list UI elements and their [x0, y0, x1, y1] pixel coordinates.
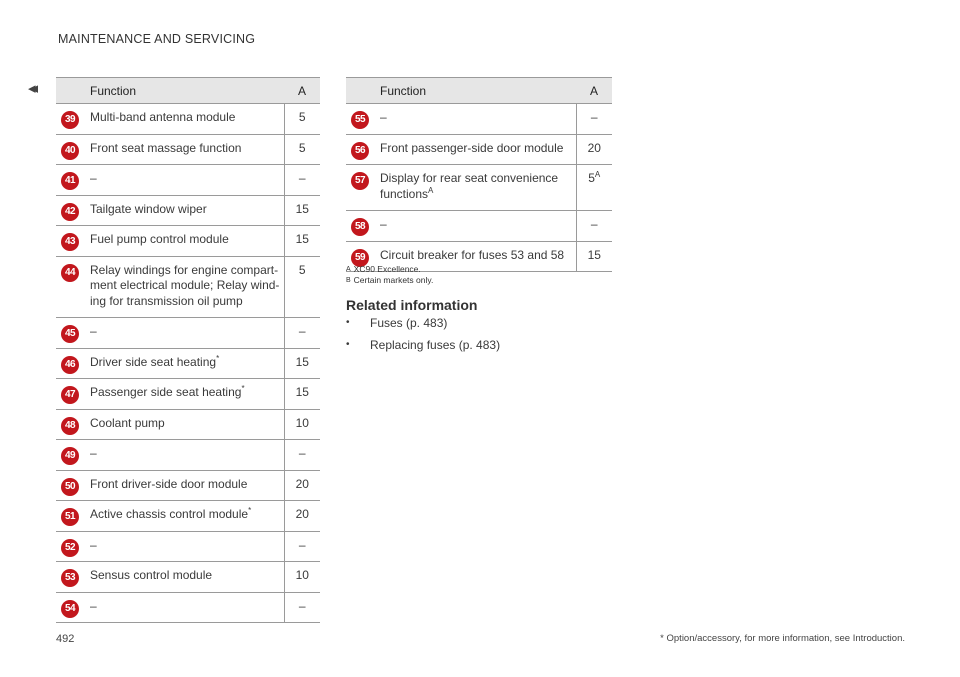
fuse-number-badge: 59 [351, 249, 369, 267]
amps-column-header: A [284, 78, 320, 104]
fuse-amperage-value: – [590, 110, 598, 124]
table-row [346, 104, 612, 135]
fuse-amperage-value: – [298, 598, 306, 613]
footnote [346, 264, 433, 275]
bullet-icon: • [346, 339, 350, 350]
fuse-amperage-value: 15 [587, 247, 601, 262]
function-column-header: Function [374, 78, 576, 104]
fuse-number-badge: 39 [61, 111, 79, 129]
fuse-number-cell [56, 134, 84, 165]
fuse-amperage-cell [284, 256, 320, 318]
fuse-function-text: Passenger side seat heating [90, 385, 242, 399]
fuse-number-badge: 47 [61, 386, 79, 404]
footnote-text: Certain markets only. [353, 275, 434, 285]
table-row [56, 501, 320, 532]
fuse-number-badge: 46 [61, 356, 79, 374]
fuse-function-text: – [90, 446, 97, 460]
fuse-function-text: Fuel pump control module [90, 232, 229, 246]
fuse-number-cell [56, 531, 84, 562]
fuse-number-badge: 50 [61, 478, 79, 496]
fuse-number-cell [56, 256, 84, 318]
footnote-marker: A [346, 266, 351, 273]
fuse-amperage-cell [576, 211, 612, 242]
fuse-number-cell [56, 440, 84, 471]
fuse-function-text: – [380, 217, 387, 231]
fuse-amperage-cell [284, 440, 320, 471]
fuse-number-cell [346, 165, 374, 211]
table-row [56, 562, 320, 593]
fuse-function-cell [84, 470, 284, 501]
footnote-reference: A [428, 185, 434, 195]
fuse-number-cell [56, 409, 84, 440]
table-row [346, 134, 612, 165]
fuse-function-text: Front driver-side door module [90, 476, 248, 491]
fuse-function-cell [84, 226, 284, 257]
table-row [56, 195, 320, 226]
fuse-number-cell [56, 348, 84, 379]
table-header-row [346, 78, 612, 104]
fuse-function-text: – [90, 537, 97, 552]
page-header-title: MAINTENANCE AND SERVICING [58, 32, 256, 46]
fuse-amperage-value: 10 [295, 568, 309, 582]
fuse-function-text: Display for rear seat convenience functions [380, 171, 559, 201]
fuse-amperage-cell [284, 165, 320, 196]
fuse-amperage-value: 15 [295, 232, 309, 246]
fuse-amperage-cell [284, 104, 320, 135]
fuse-amperage-cell [284, 562, 320, 593]
fuse-number-cell [56, 226, 84, 257]
fuse-number-badge: 58 [351, 218, 369, 236]
fuse-function-cell [84, 592, 284, 623]
fuse-amperage-cell [284, 379, 320, 410]
fuse-amperage-cell [284, 226, 320, 257]
table-row [56, 592, 320, 623]
fuse-function-cell [84, 318, 284, 349]
fuse-number-badge: 42 [61, 203, 79, 221]
fuse-number-cell [346, 134, 374, 165]
fuse-function-text: Circuit breaker for fuses 53 and 58 [380, 247, 565, 262]
option-asterisk: * [216, 353, 220, 363]
amps-column-header: A [576, 78, 612, 104]
table-row [56, 440, 320, 471]
table-row [56, 470, 320, 501]
table-row [56, 256, 320, 318]
table-row [56, 409, 320, 440]
fuse-number-cell [56, 470, 84, 501]
fuse-function-cell [374, 165, 576, 211]
fuse-function-cell [84, 562, 284, 593]
fuse-number-cell [346, 104, 374, 135]
fuse-number-cell [56, 562, 84, 593]
fuse-amperage-cell [576, 241, 612, 272]
fuse-number-badge: 49 [61, 447, 79, 465]
fuse-function-text: Active chassis control module [90, 507, 249, 521]
fuse-function-text: Relay windings for engine compart-ment electrical module; Relay wind-ing for transmission oil pump [90, 262, 280, 308]
fuse-function-cell [374, 134, 576, 165]
related-information-list [346, 316, 500, 360]
fuse-table-right-body [346, 104, 612, 272]
badge-column-header [56, 78, 84, 104]
fuse-function-text: Coolant pump [90, 415, 165, 430]
fuse-function-cell [84, 531, 284, 562]
fuse-amperage-value: – [298, 171, 306, 185]
table-row [346, 211, 612, 242]
footnote-marker: B [346, 277, 351, 284]
related-link-label[interactable]: Fuses (p. 483) [370, 316, 448, 330]
fuse-number-badge: 52 [61, 539, 79, 557]
table-row [56, 379, 320, 410]
fuse-function-cell [84, 256, 284, 318]
related-link-replacing-fuses[interactable] [346, 338, 500, 360]
fuse-amperage-value: 15 [295, 201, 309, 216]
fuse-function-cell [84, 165, 284, 196]
fuse-amperage-cell [576, 165, 612, 211]
fuse-amperage-cell [284, 501, 320, 532]
badge-column-header [346, 78, 374, 104]
fuse-amperage-cell [284, 134, 320, 165]
fuse-number-badge: 48 [61, 417, 79, 435]
fuse-amperage-cell [284, 409, 320, 440]
fuse-amperage-cell [284, 318, 320, 349]
fuse-table-right [346, 77, 612, 272]
fuse-function-text: Multi-band antenna module [90, 110, 236, 124]
table-row [56, 318, 320, 349]
fuse-function-cell [84, 440, 284, 471]
fuse-amperage-value: – [298, 537, 306, 552]
fuse-table-left [56, 77, 320, 623]
fuse-function-cell [374, 211, 576, 242]
page-number: 492 [56, 633, 75, 645]
fuse-amperage-value: 20 [587, 140, 601, 155]
fuse-function-text: Front seat massage function [90, 140, 242, 155]
table-row [56, 531, 320, 562]
fuse-amperage-value: 20 [295, 476, 309, 491]
fuse-amperage-cell [284, 470, 320, 501]
fuse-amperage-value: 20 [295, 507, 309, 521]
fuse-number-cell [56, 165, 84, 196]
related-information-heading: Related information [346, 297, 478, 313]
fuse-function-cell [84, 379, 284, 410]
fuse-amperage-value: – [590, 217, 598, 231]
fuse-number-badge: 56 [351, 142, 369, 160]
fuse-function-cell [84, 195, 284, 226]
fuse-function-text: – [90, 324, 97, 338]
fuse-table-left-body [56, 104, 320, 623]
footnote [346, 275, 433, 286]
fuse-function-cell [84, 104, 284, 135]
fuse-function-cell [374, 104, 576, 135]
fuse-amperage-cell [576, 104, 612, 135]
fuse-function-cell [84, 501, 284, 532]
fuse-function-cell [84, 348, 284, 379]
fuse-amperage-value: 5 [298, 110, 306, 124]
fuse-number-cell [56, 104, 84, 135]
fuse-amperage-cell [284, 592, 320, 623]
fuse-amperage-value: – [298, 324, 306, 338]
table-row [56, 226, 320, 257]
fuse-function-text: – [90, 598, 97, 613]
fuse-number-badge: 55 [351, 111, 369, 129]
back-arrows-icon[interactable]: ◂◂ [28, 80, 34, 97]
fuse-function-text: – [90, 171, 97, 185]
fuse-number-badge: 44 [61, 264, 79, 282]
fuse-function-text: Driver side seat heating [90, 354, 217, 369]
fuse-number-badge: 45 [61, 325, 79, 343]
footer-note: * Option/accessory, for more information, see Introduction. [660, 633, 905, 644]
fuse-function-text: Front passenger-side door module [380, 140, 564, 155]
fuse-amperage-cell [284, 195, 320, 226]
fuse-function-text: – [380, 110, 387, 124]
table-header-row [56, 78, 320, 104]
fuse-number-cell [56, 501, 84, 532]
fuse-number-cell [346, 211, 374, 242]
option-asterisk: * [241, 384, 245, 393]
fuse-function-cell [84, 134, 284, 165]
footnotes [346, 264, 433, 286]
fuse-number-badge: 43 [61, 233, 79, 251]
fuse-number-badge: 54 [61, 600, 79, 618]
fuse-number-badge: 51 [61, 508, 79, 526]
fuse-number-cell [56, 592, 84, 623]
fuse-number-badge: 40 [61, 142, 79, 160]
footnote-reference: A [594, 170, 601, 179]
fuse-function-text: Tailgate window wiper [90, 201, 207, 216]
fuse-amperage-value: – [298, 446, 306, 460]
related-link-fuses[interactable] [346, 316, 500, 338]
fuse-number-badge: 57 [351, 172, 369, 190]
table-row [56, 134, 320, 165]
function-column-header: Function [84, 78, 284, 104]
fuse-amperage-value: 10 [295, 415, 309, 430]
fuse-amperage-value: 15 [295, 354, 309, 369]
fuse-amperage-value: 5 [298, 140, 306, 155]
fuse-function-text: Sensus control module [90, 568, 213, 582]
footnote-text: XC90 Excellence. [353, 264, 421, 274]
fuse-number-cell [56, 318, 84, 349]
fuse-amperage-value: 15 [295, 385, 309, 399]
table-row [56, 165, 320, 196]
fuse-amperage-value: 5 [298, 262, 306, 277]
related-link-label[interactable]: Replacing fuses (p. 483) [370, 338, 501, 352]
fuse-number-cell [56, 379, 84, 410]
fuse-amperage-cell [284, 348, 320, 379]
fuse-amperage-value: 5 [588, 171, 595, 185]
fuse-number-badge: 53 [61, 569, 79, 587]
fuse-number-badge: 41 [61, 172, 79, 190]
option-asterisk: * [248, 506, 252, 515]
table-row [56, 104, 320, 135]
fuse-amperage-cell [284, 531, 320, 562]
fuse-function-cell [84, 409, 284, 440]
fuse-amperage-cell [576, 134, 612, 165]
table-row [346, 165, 612, 211]
bullet-icon: • [346, 317, 350, 328]
table-row [56, 348, 320, 379]
fuse-number-cell [56, 195, 84, 226]
